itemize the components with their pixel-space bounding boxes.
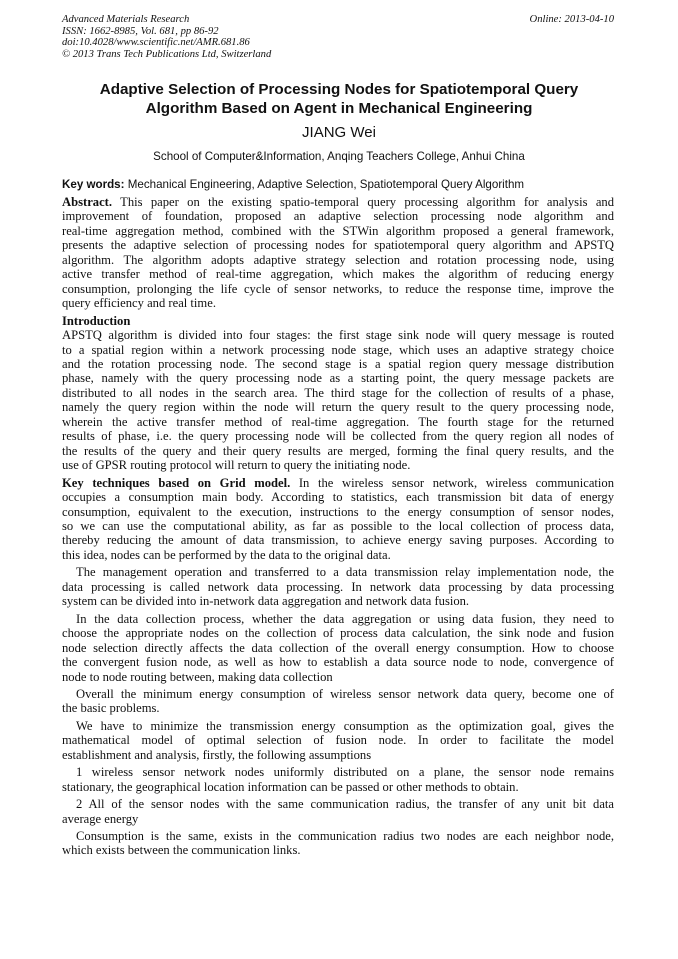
line-text: the basic problems. (62, 701, 160, 716)
doi: doi:10.4028/www.scientific.net/AMR.681.86 (62, 37, 250, 48)
text-line (62, 343, 614, 357)
paper-body (62, 195, 614, 861)
text-line (62, 829, 614, 843)
paragraph (62, 612, 614, 684)
line-text: which exists between the communication links. (62, 843, 301, 858)
line-text: system can be divided into in-network data aggregation and network data fusion. (62, 594, 470, 609)
text-line (62, 812, 614, 826)
line-text: presents the adaptive selection of processing nodes for spatiotemporal query algorithm and APSTQ (62, 238, 614, 253)
line-text: Overall the minimum energy consumption of wireless sensor network data query, become one of (76, 686, 614, 701)
line-text: algorithm. The algorithm adopts adaptive strategy selection and rotation processing node, using (62, 252, 614, 267)
text-line (62, 533, 614, 547)
text-line (62, 505, 614, 519)
paragraph (62, 687, 614, 716)
line-text: 2 All of the sensor nodes with the same communication radius, the transfer of any unit bit data (76, 797, 614, 812)
line-text: occupies a consumption main body. According to statistics, each transmission bit data of energy (62, 490, 614, 505)
affiliation: School of Computer&Information, Anqing Teachers College, Anhui China (153, 150, 525, 163)
text-line (62, 490, 614, 504)
text-line (62, 843, 614, 857)
line-text: This paper on the existing spatio-temporal query processing algorithm for analysis and (112, 195, 614, 209)
run-in-heading: Abstract. (62, 195, 113, 209)
line-text: data processing is called network data processing. In network data processing by data processing (62, 579, 614, 594)
line-text: improvement of foundation, proposed an adaptive selection processing node algorithm and (62, 209, 614, 224)
line-text: wherein the active transfer method of real-time aggregation. The fourth stage for the returned (62, 414, 614, 429)
journal-header (62, 14, 614, 60)
text-line (62, 296, 614, 310)
text-line (62, 386, 614, 400)
paragraph (62, 476, 614, 563)
text-line (62, 238, 614, 252)
line-text: so we can use the computational ability, as far as possible to the local collection of process data, (62, 518, 614, 533)
text-line (62, 519, 614, 533)
journal-name: Advanced Materials Research (62, 14, 190, 25)
text-line (62, 670, 614, 684)
text-line (62, 701, 614, 715)
paragraph (62, 829, 614, 858)
line-text: real-time aggregation method, combined with the STWin algorithm proposed a general framework, (62, 223, 614, 238)
text-line (62, 719, 614, 733)
run-in-heading: Key techniques based on Grid model. (62, 475, 291, 490)
paper-title (40, 81, 638, 118)
text-line (62, 748, 614, 762)
line-text: namely the query region within the node will return the query result to the query processing node, (62, 400, 614, 415)
line-text: consumption, prolonging the life cycle of sensor networks, to reduce the response time, improve the (62, 281, 614, 296)
text-line (62, 282, 614, 296)
text-line (62, 429, 614, 443)
line-text: choose the appropriate nodes on the collection of process data calculation, the sink node and fusion (62, 626, 614, 641)
text-line (62, 765, 614, 779)
text-line (62, 415, 614, 429)
text-line (62, 458, 614, 472)
text-line (62, 357, 614, 371)
text-line (62, 612, 614, 626)
text-line (62, 400, 614, 414)
text-line (62, 626, 614, 640)
title-line: Adaptive Selection of Processing Nodes for Spatiotemporal Query (99, 81, 579, 98)
paragraph (62, 797, 614, 826)
text-line (62, 267, 614, 281)
text-line (62, 253, 614, 267)
text-line (62, 641, 614, 655)
line-text: thereby reducing the amount of data transmission, to achieve energy saving purposes. According to (62, 533, 614, 548)
line-text: stationary, the geographical location information can be passed or other methods to obtain. (62, 779, 519, 794)
text-line (62, 580, 614, 594)
title-line: Algorithm Based on Agent in Mechanical Engineering (145, 99, 533, 117)
line-text: establishment and analysis, firstly, the following assumptions (62, 747, 372, 762)
line-text: In the wireless sensor network, wireless communication (290, 475, 614, 490)
line-text: this idea, nodes can be performed by the data to the original data. (62, 547, 391, 562)
text-line (62, 224, 614, 238)
line-text: APSTQ algorithm is divided into four stages: the first stage sink node will query message is routed (62, 328, 614, 343)
text-line (62, 371, 614, 385)
issn: ISSN: 1662-8985, Vol. 681, pp 86-92 (62, 25, 219, 37)
keywords-label: Key words: (62, 178, 125, 191)
text-line (62, 797, 614, 811)
line-text: consumption, equivalent to the execution, instructions to the energy consumption of sensor nodes, (62, 504, 614, 519)
line-text: In the data collection process, whether the data aggregation or using data fusion, they need to (76, 611, 614, 626)
line-text: the results of the query and their query results are merged, forming the final query results, and the (62, 443, 614, 458)
keywords (62, 178, 622, 191)
line-text: node to node routing between, making data collection (62, 669, 333, 684)
line-text: results of phase, i.e. the query processing node will be collected from the query region all nodes of (62, 429, 614, 444)
line-text: to a spatial region within a network processing node stage, which uses an adaptive strategy choice (62, 342, 614, 357)
text-line (62, 195, 614, 209)
text-line (62, 565, 614, 579)
line-text: 1 wireless sensor network nodes uniformly distributed on a plane, the sensor node remains (76, 765, 614, 780)
text-line (62, 209, 614, 223)
line-text: query efficiency and real time. (62, 296, 216, 311)
text-line (62, 655, 614, 669)
line-text: Consumption is the same, exists in the communication radius two nodes are each neighbor node, (76, 829, 614, 844)
section (62, 314, 614, 473)
line-text: active transfer method of real-time aggregation, which makes the algorithm of reducing energy (62, 267, 614, 282)
line-text: and the rotation processing node. The second stage is a spatial region query message distribution (62, 356, 614, 371)
line-text: We have to minimize the transmission energy consumption as the optimization goal, gives the (76, 718, 614, 733)
paragraph (62, 195, 614, 311)
text-line (62, 733, 614, 747)
copyright: © 2013 Trans Tech Publications Ltd, Switzerland (62, 48, 272, 60)
text-line (62, 476, 614, 490)
line-text: average energy (62, 811, 139, 826)
online-date: Online: 2013-04-10 (529, 14, 614, 25)
text-line (62, 444, 614, 458)
text-line (62, 548, 614, 562)
line-text: the convergent fusion node, as well as how to establish a data source node to node, convergence of (62, 655, 614, 670)
section-heading: Introduction (62, 313, 131, 328)
line-text: node selection directly affects the data collection of the overall energy consumption. How to choose (62, 640, 614, 655)
text-line (62, 687, 614, 701)
paragraph (62, 719, 614, 762)
paragraph (62, 565, 614, 608)
line-text: phase, namely with the query processing node as a starting point, the query message packets are (62, 371, 614, 386)
line-text: mathematical model of optimal selection of fusion node. In order to facilitate the model (62, 733, 614, 748)
line-text: distributed to all nodes in the search area. The third stage for the collection of results of a phase, (62, 385, 614, 400)
paragraph (62, 765, 614, 794)
text-line (62, 328, 614, 342)
keywords-text: Mechanical Engineering, Adaptive Selection, Spatiotemporal Query Algorithm (127, 178, 525, 191)
author: JIANG Wei (302, 124, 376, 141)
text-line (62, 594, 614, 608)
line-text: The management operation and transferred to a data transmission relay implementation node, the (76, 565, 614, 580)
line-text: use of GPSR routing protocol will return to query the initiating node. (62, 458, 411, 473)
text-line (62, 780, 614, 794)
